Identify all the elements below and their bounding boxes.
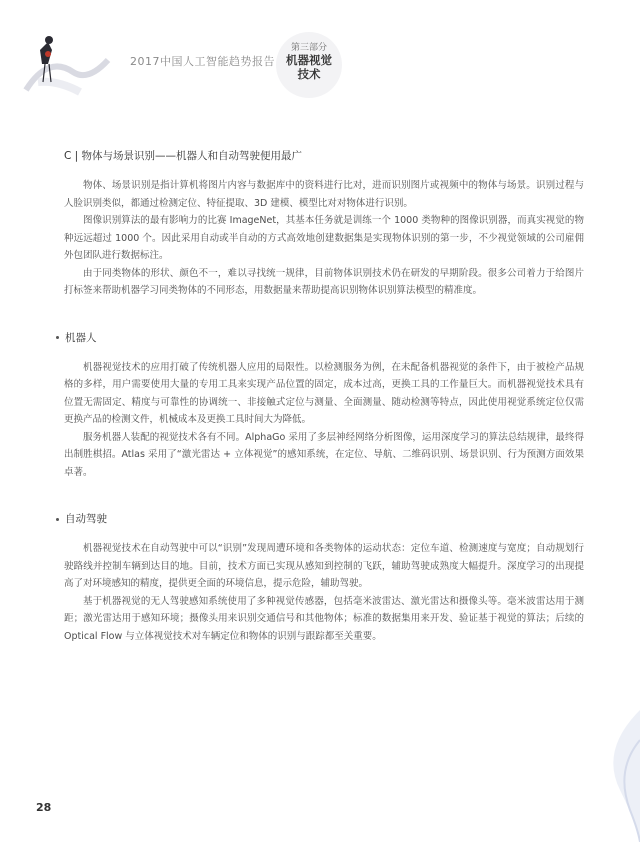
paragraph: 由于同类物体的形状、颜色不一，难以寻找统一规律，目前物体识别技术仍在研发的早期阶段。很多公司着力于给图片打标签来帮助机器学习同类物体的不同形态，用数据量来帮助提高识别物体识别算法模型的精准度。 <box>64 267 584 296</box>
bullet-heading <box>56 511 584 526</box>
section-object-scene-recognition <box>64 148 584 300</box>
page-header <box>0 0 640 110</box>
section-heading: C | 物体与场景识别——机器人和自动驾驶便用最广 <box>64 150 303 162</box>
bullet-heading-text: 机器人 <box>65 331 97 344</box>
part-title-line2: 技术 <box>297 67 321 81</box>
main-content <box>64 148 584 675</box>
decorative-wave-art <box>560 700 640 842</box>
bullet-dot-icon <box>56 336 59 339</box>
part-title-line1: 机器视觉 <box>286 53 332 67</box>
paragraph: 基于机器视觉的无人驾驶感知系统使用了多种视觉传感器，包括毫米波雷达、激光雷达和摄像头等。毫米波雷达用于测距；激光雷达用于感知环境；摄像头用来识别交通信号和其他物体；标准的数据集用来开发、验证基于视觉的算法；后续的 Optical Flow 与立体视觉技术对车辆定位和物体的识别与跟踪都至关重要。 <box>64 595 584 642</box>
section-robots <box>64 330 584 482</box>
part-badge <box>272 36 346 92</box>
paragraph: 机器视觉技术在自动驾驶中可以“识别”发现周遭环境和各类物体的运动状态：定位车道、检测速度与宽度；自动规划行驶路线并控制车辆到达目的地。目前，技术方面已实现从感知到控制的飞跃，辅助驾驶成熟度大幅提升。深度学习的出现提高了对环境感知的精度，提供更全面的环境信息，提示危险，辅助驾驶。 <box>64 543 584 589</box>
bullet-heading-text: 自动驾驶 <box>65 513 107 525</box>
page-number: 28 <box>36 801 52 814</box>
report-title: 2017中国人工智能趋势报告 <box>130 55 275 68</box>
section-autonomous-driving <box>64 511 584 645</box>
paragraph: 服务机器人装配的视觉技术各有不同。AlphaGo 采用了多层神经网络分析图像，运用深度学习的算法总结规律，最终得出制胜棋招。Atlas 采用了“激光雷达 + 立体视觉”的感知系统，在定位、导航、二维码识别、场景识别、行为预测方面效果卓著。 <box>64 431 584 478</box>
bullet-dot-icon <box>56 518 59 521</box>
paragraph: 机器视觉技术的应用打破了传统机器人应用的局限性。以检测服务为例，在未配备机器视觉的条件下，由于被检产品规格的多样，用户需要使用大量的专用工具来实现产品位置的固定，成本过高，更换工具的工作量巨大。而机器视觉技术具有位置无需固定、精度与可靠性的协调统一、非接触式定位与测量、全面测量、随动检测等特点，因此使用视觉系统定位仅需更换产品的检测文件，机械成本及更换工具时间大为降低。 <box>64 361 584 425</box>
paragraph: 物体、场景识别是指计算机将图片内容与数据库中的资料进行比对，进而识别图片或视频中的物体与场景。识别过程与人脸识别类似，都通过检测定位、特征提取、3D 建模、模型比对对物体进行识别。 <box>64 180 584 209</box>
bullet-heading <box>56 330 584 345</box>
part-label: 第三部分 <box>290 43 327 53</box>
paragraph: 图像识别算法的最有影响力的比赛 ImageNet，其基本任务就是训练一个 1000 类物种的图像识别器，而真实视觉的物种远远超过 1000 个。因此采用自动或半自动的方式高效地创建数据集是实现物体识别的第一步，不少视觉领域的公司雇佣外包团队进行数据标注。 <box>64 215 584 261</box>
ink-wash-bird-art <box>18 20 128 105</box>
